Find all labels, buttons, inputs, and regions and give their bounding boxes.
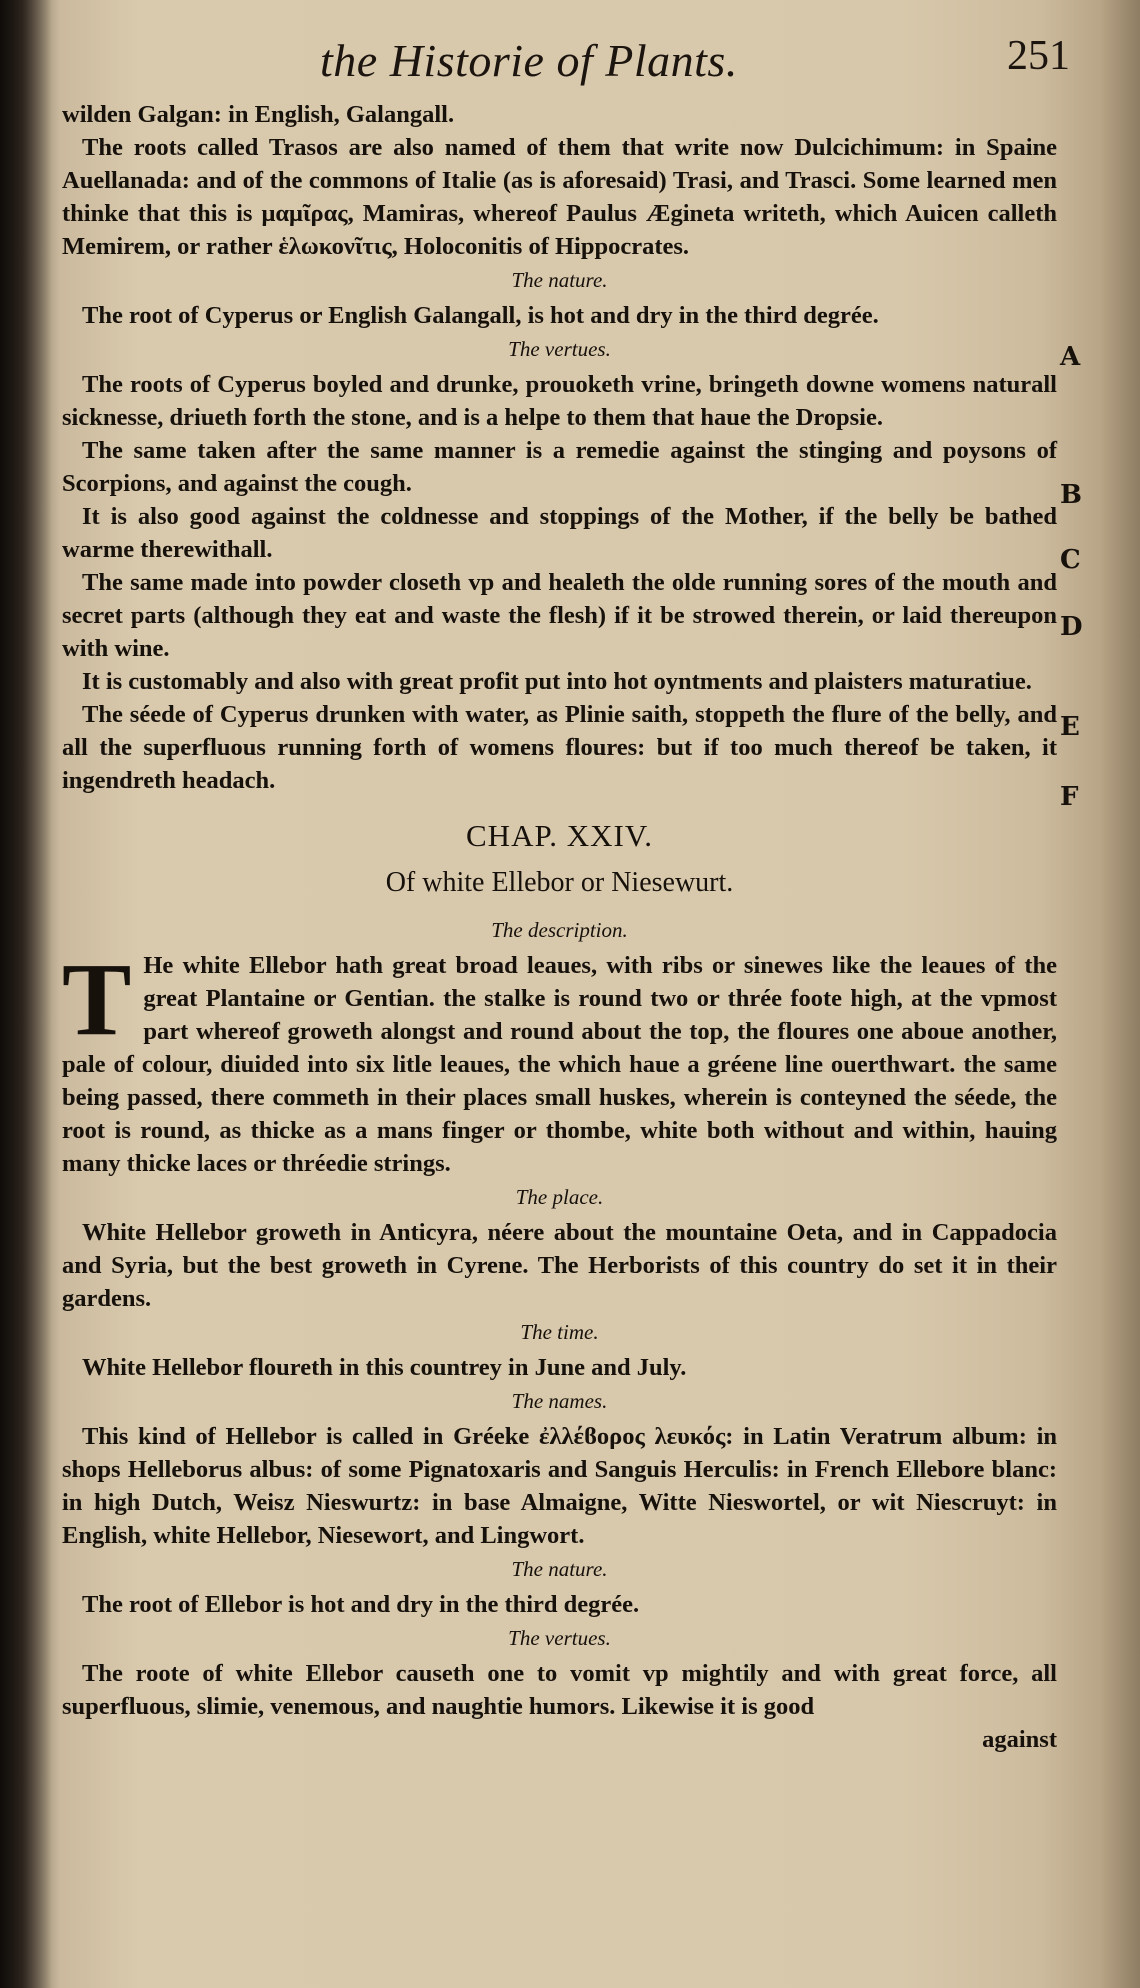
margin-letter-f: F xyxy=(1060,782,1079,812)
heading-nature: The nature. xyxy=(511,268,608,292)
running-title: the Historie of Plants. xyxy=(320,35,738,86)
heading-names: The names. xyxy=(511,1389,608,1413)
heading-vertues: The vertues. xyxy=(508,337,611,361)
paragraph-time: White Hellebor floureth in this countrey in June and July. xyxy=(82,1354,687,1381)
heading-place: The place. xyxy=(515,1185,604,1209)
margin-letter-a: A xyxy=(1060,342,1081,372)
margin-letter-d: D xyxy=(1060,612,1083,642)
binding-shadow xyxy=(0,0,60,1988)
heading-chapter-nature: The nature. xyxy=(511,1557,608,1581)
chapter-number: CHAP. XXIV. xyxy=(466,818,653,853)
paragraph-names: This kind of Hellebor is called in Gréeke ἐλλέϐορος λευκός: in Latin Veratrum album: in shops Helleborus albus: of some Pignatoxaris and Sanguis Herculis: in French Ellebore blanc: in high Dutch, Weisz Nieswurtz: in base Almaigne, Witte Nieswortel, or wit Niescruyt: in English, white Hellebor, Niesewort, and Lingwort. xyxy=(62,1423,1057,1549)
paragraph-galangall: wilden Galgan: in English, Galangall. xyxy=(62,101,455,128)
paragraph-nature: The root of Cyperus or English Galangall, is hot and dry in the third degrée. xyxy=(82,302,879,329)
heading-chapter-vertues: The vertues. xyxy=(508,1626,611,1650)
catchword: against xyxy=(982,1726,1057,1753)
paragraph-description xyxy=(62,942,1057,1180)
paragraph-chapter-vertues: The roote of white Ellebor causeth one to vomit vp mightily and with great force, all superfluous, slimie, venemous, and naughtie humors. Likewise it is good xyxy=(62,1660,1057,1720)
margin-letter-c: C xyxy=(1060,545,1081,575)
paragraph-vertue-c: It is also good against the coldnesse and stoppings of the Mother, if the belly be bathed warme therewithall. xyxy=(62,503,1057,563)
chapter-title: Of white Ellebor or Niesewurt. xyxy=(385,867,734,898)
margin-letter-e: E xyxy=(1060,712,1080,742)
paragraph-chapter-nature: The root of Ellebor is hot and dry in the third degrée. xyxy=(82,1591,640,1618)
heading-time: The time. xyxy=(520,1320,599,1344)
page-header xyxy=(320,26,1080,96)
page-number: 251 xyxy=(1007,33,1070,79)
paragraph-trasos: The roots called Trasos are also named of them that write now Dulcichimum: in Spaine Auellanada: and of the commons of Italie (as is aforesaid) Trasi, and Trasci. Some learned men thinke that this is μαμῖρας, Mamiras, whereof Paulus Ægineta writeth, which Auicen calleth Memirem, or rather ἑλωκονῖτις, Holoconitis of Hippocrates. xyxy=(62,134,1057,260)
paragraph-vertue-f: The séede of Cyperus drunken with water, as Plinie saith, stoppeth the flure of the belly, and all the superfluous running forth of womens floures: but if too much thereof be taken, it ingendreth headach. xyxy=(62,701,1057,794)
margin-letter-b: B xyxy=(1060,480,1082,510)
body-text xyxy=(62,98,1057,1756)
paragraph-vertue-a: The roots of Cyperus boyled and drunke, prouoketh vrine, bringeth downe womens naturall sicknesse, driueth forth the stone, and is a helpe to them that haue the Dropsie. xyxy=(62,371,1057,431)
description-text: He white Ellebor hath great broad leaues, with ribs or sinewes like the leaues of the great Plantaine or Gentian. the stalke is round two or thrée foote high, at the vpmost part whereof groweth alongst and round about the top, the floures one aboue another, pale of colour, diuided into six litle leaues, the which haue a gréene line ouerthwart. the same being passed, there commeth in their places small huskes, wherein is conteyned the séede, the root is round, as thicke as a mans finger or thombe, white both without and within, hauing many thicke laces or thréedie strings. xyxy=(62,952,1057,1177)
paragraph-vertue-e: It is customably and also with great profit put into hot oyntments and plaisters maturatiue. xyxy=(82,668,1032,695)
heading-description: The description. xyxy=(491,918,628,942)
paragraph-place: White Hellebor groweth in Anticyra, néere about the mountaine Oeta, and in Cappadocia and Syria, but the best groweth in Cyrene. The Herborists of this country do set it in their gardens. xyxy=(62,1219,1057,1312)
drop-cap: T xyxy=(62,942,132,1057)
paragraph-vertue-b: The same taken after the same manner is a remedie against the stinging and poysons of Scorpions, and against the cough. xyxy=(62,437,1057,497)
paragraph-vertue-d: The same made into powder closeth vp and healeth the olde running sores of the mouth and secret parts (although they eat and waste the flesh) if it be strowed therein, or laid thereupon with wine. xyxy=(62,569,1057,662)
